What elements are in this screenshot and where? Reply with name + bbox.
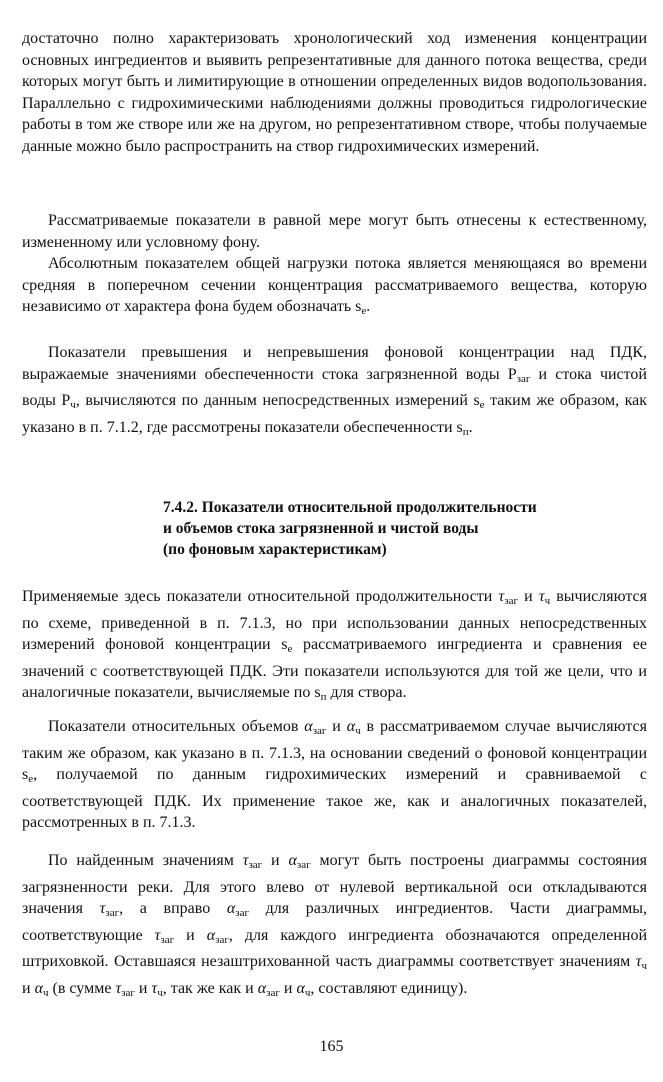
section-heading bbox=[163, 497, 633, 560]
symbol-alpha: α bbox=[206, 926, 216, 944]
symbol-tau: τ bbox=[242, 852, 249, 869]
symbol-s: s bbox=[22, 766, 29, 784]
heading-line-3: (по фоновым характеристикам) bbox=[163, 541, 387, 558]
text: и стока чистой воды bbox=[22, 365, 647, 410]
paragraph-7 bbox=[22, 850, 647, 1005]
subscript: e bbox=[28, 773, 34, 786]
symbol-tau: τ bbox=[498, 588, 505, 605]
text: и bbox=[22, 979, 35, 997]
subscript: заг bbox=[312, 725, 327, 737]
text: таким же образом, как указано в п. 7.1.2, где рассмотрены показатели обеспеченности bbox=[22, 392, 648, 436]
text: Применяемые здесь показатели относительной продолжительности bbox=[22, 588, 499, 605]
text: Показатели относительных объемов bbox=[48, 718, 305, 735]
symbol-tau: τ bbox=[635, 953, 642, 971]
paragraph-3-text: Абсолютным показателем общей нагрузки потока является меняющаяся во времени средняя в поперечном сечении концентрация рассматриваемого вещества, которую независимо от характера фона будем обозначать bbox=[22, 255, 647, 316]
text: (в сумме bbox=[48, 979, 116, 997]
symbol-tau: τ bbox=[154, 926, 161, 944]
text: , составляют единицу). bbox=[310, 979, 468, 997]
subscript: заг bbox=[296, 859, 311, 871]
paragraph-4 bbox=[22, 342, 647, 443]
text: могут быть построены диаграммы состояния загрязненности реки. Для этого влево от нулевой вертикальной оси откладываются значения bbox=[22, 852, 648, 918]
subscript: заг bbox=[160, 933, 175, 946]
subscript: п bbox=[320, 691, 327, 704]
symbol-alpha: α bbox=[226, 900, 236, 918]
symbol-s: s bbox=[314, 684, 321, 702]
page-number: 165 bbox=[319, 1038, 344, 1055]
text: рассматриваемого ингредиента и сравнения ее значений с соответствующей ПДК. Эти показатели используются для той же цели, что и аналогичные показатели, вычисляемые по bbox=[22, 636, 648, 702]
text: и bbox=[326, 718, 347, 735]
subscript: заг bbox=[215, 933, 229, 946]
subscript: заг bbox=[105, 907, 120, 920]
symbol-alpha: α bbox=[346, 718, 356, 735]
subscript: e bbox=[287, 643, 293, 656]
symbol-tau: τ bbox=[151, 979, 158, 997]
subscript: заг bbox=[121, 986, 135, 999]
subscript: заг bbox=[235, 907, 250, 920]
symbol-tau: τ bbox=[99, 900, 106, 918]
symbol-s: s bbox=[473, 392, 480, 410]
text: и bbox=[279, 979, 297, 997]
punct: . bbox=[468, 418, 473, 436]
subscript: ч bbox=[641, 960, 647, 973]
heading-line-2: и объемов стока загрязненной и чистой воды bbox=[163, 520, 479, 537]
symbol-alpha: α bbox=[304, 718, 313, 735]
symbol-P: P bbox=[507, 365, 517, 383]
text: вычисляются по схеме, приведенной в п. 7.1.3, но при использовании данных непосредственных измерений фоновой концентрации bbox=[22, 588, 647, 654]
text: и bbox=[262, 852, 289, 869]
subscript: п bbox=[462, 425, 469, 438]
text: , получаемой по данным гидрохимических измерений и сравниваемой с соответствующей ПДК. Их применение такое же, как и аналогичных показателей, рассмотренных в п. 7.1.3. bbox=[22, 766, 647, 832]
paragraph-1: достаточно полно характеризовать хронологический ход изменения концентрации основных ингредиентов и выявить репрезентативные для данного потока вещества, среди которых могут быть и лимитирующие в отношении определенных видов водопользования. Параллельно с гидрохимическими наблюдениями должны проводиться гидрологические работы в том же створе или же на другом, но репрезентативном створе, чтобы получаемые данные можно было распространить на створ гидрохимических измерений. bbox=[22, 30, 647, 155]
text: для створа. bbox=[326, 684, 407, 702]
text: и bbox=[174, 926, 207, 944]
symbol-s: s bbox=[355, 298, 362, 316]
paragraph-2: Рассматриваемые показатели в равной мере могут быть отнесены к естественному, измененному или условному фону. bbox=[22, 212, 647, 251]
text: и bbox=[134, 979, 152, 997]
symbol-alpha: α bbox=[296, 979, 305, 997]
subscript: ч bbox=[355, 725, 361, 737]
heading-line-1: 7.4.2. Показатели относительной продолжительности bbox=[163, 499, 537, 516]
subscript: e bbox=[361, 305, 367, 318]
subscript: заг bbox=[248, 859, 263, 871]
text: и bbox=[517, 588, 539, 605]
text: , для каждого ингредиента обозначаются определенной штриховкой. Оставшаяся незаштрихованной часть диаграммы соответствует значениям bbox=[22, 926, 648, 971]
symbol-s: s bbox=[281, 636, 288, 654]
symbol-alpha: α bbox=[34, 979, 43, 997]
paragraph-5 bbox=[22, 586, 647, 709]
symbol-s: s bbox=[456, 418, 463, 436]
symbol-tau: τ bbox=[538, 588, 545, 605]
subscript: ч bbox=[304, 986, 311, 999]
symbol-alpha: α bbox=[288, 852, 297, 869]
subscript: ч bbox=[42, 986, 49, 999]
subscript: заг bbox=[504, 595, 518, 607]
symbol-tau: τ bbox=[115, 979, 122, 997]
paragraph-3 bbox=[22, 253, 647, 323]
subscript: заг bbox=[266, 986, 280, 999]
text: , а вправо bbox=[119, 900, 227, 918]
subscript: ч bbox=[157, 986, 163, 999]
paragraph-6 bbox=[22, 716, 647, 834]
text: для различных ингредиентов. Части диаграммы, соответствующие bbox=[22, 900, 648, 944]
text: По найденным значениям bbox=[48, 852, 243, 869]
text: в рассматриваемом случае вычисляются таким же образом, как указано в п. 7.1.3, на основании сведений о фоновой концентрации bbox=[22, 718, 648, 762]
punct: . bbox=[366, 298, 371, 316]
symbol-P: P bbox=[61, 392, 71, 410]
symbol-alpha: α bbox=[257, 979, 267, 997]
subscript: ч bbox=[544, 595, 551, 607]
text: , вычисляются по данным непосредственных измерений bbox=[75, 392, 474, 410]
text: , так же как и bbox=[162, 979, 258, 997]
subscript: ч bbox=[70, 399, 76, 412]
text: Показатели превышения и непревышения фоновой концентрации над ПДК, выражаемые значениями обеспеченности стока загрязненной воды bbox=[22, 344, 647, 383]
subscript: заг bbox=[516, 372, 531, 385]
subscript: e bbox=[479, 399, 485, 412]
